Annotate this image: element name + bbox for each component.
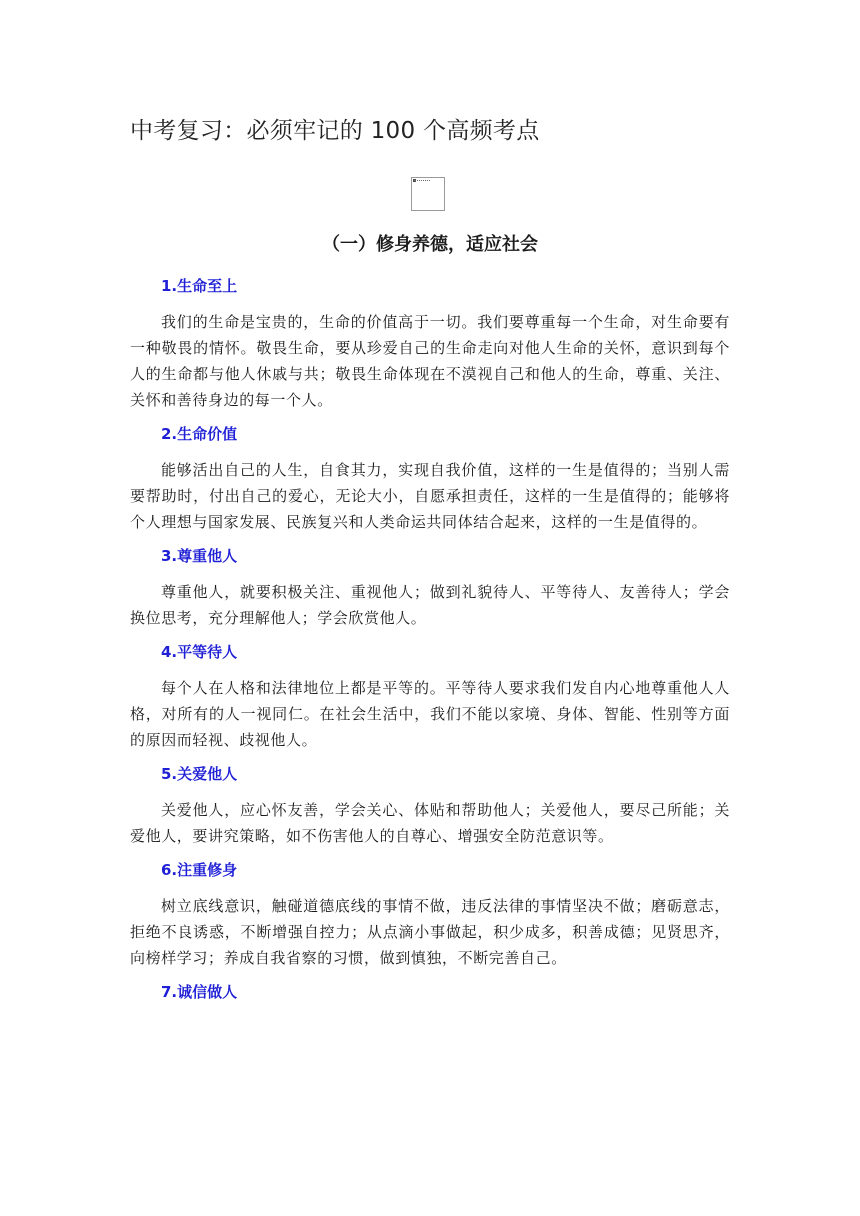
item-body: 我们的生命是宝贵的，生命的价值高于一切。我们要尊重每一个生命，对生命要有一种敬畏的情怀。敬畏生命，要从珍爱自己的生命走向对他人生命的关怀，意识到每个人的生命都与他人休戚与共；敬畏生命体现在不漠视自己和他人的生命，尊重、关注、关怀和善待身边的每一个人。 [130,313,730,409]
item-heading: 7.诚信做人 [161,983,238,1001]
item-body: 每个人在人格和法律地位上都是平等的。平等待人要求我们发自内心地尊重他人人格，对所有的人一视同仁。在社会生活中，我们不能以家境、身体、智能、性别等方面的原因而轻视、歧视他人。 [130,679,730,749]
document-title: 中考复习：必须牢记的 100 个高频考点 [130,118,540,144]
item-heading: 6.注重修身 [161,861,238,879]
item-body: 树立底线意识，触碰道德底线的事情不做，违反法律的事情坚决不做；磨砺意志，拒绝不良诱惑，不断增强自控力；从点滴小事做起，积少成多，积善成德；见贤思齐，向榜样学习；养成自我省察的习惯，做到慎独，不断完善自己。 [130,897,730,967]
item-body: 能够活出自己的人生，自食其力，实现自我价值，这样的一生是值得的；当别人需要帮助时，付出自己的爱心，无论大小，自愿承担责任，这样的一生是值得的；能够将个人理想与国家发展、民族复兴和人类命运共同体结合起来，这样的一生是值得的。 [130,461,730,531]
section-title: （一）修身养德，适应社会 [322,234,538,255]
image-placeholder-icon [411,177,445,211]
item-heading: 2.生命价值 [161,425,238,443]
item-heading: 1.生命至上 [161,277,238,295]
item-body: 关爱他人，应心怀友善，学会关心、体贴和帮助他人；关爱他人，要尽己所能；关爱他人，要讲究策略，如不伤害他人的自尊心、增强安全防范意识等。 [130,801,730,845]
item-heading: 3.尊重他人 [161,547,238,565]
item-body: 尊重他人，就要积极关注、重视他人；做到礼貌待人、平等待人、友善待人；学会换位思考，充分理解他人；学会欣赏他人。 [130,583,730,627]
item-heading: 4.平等待人 [161,643,238,661]
item-heading: 5.关爱他人 [161,765,238,783]
image-placeholder-caption [414,180,430,184]
document-content [130,274,730,1015]
